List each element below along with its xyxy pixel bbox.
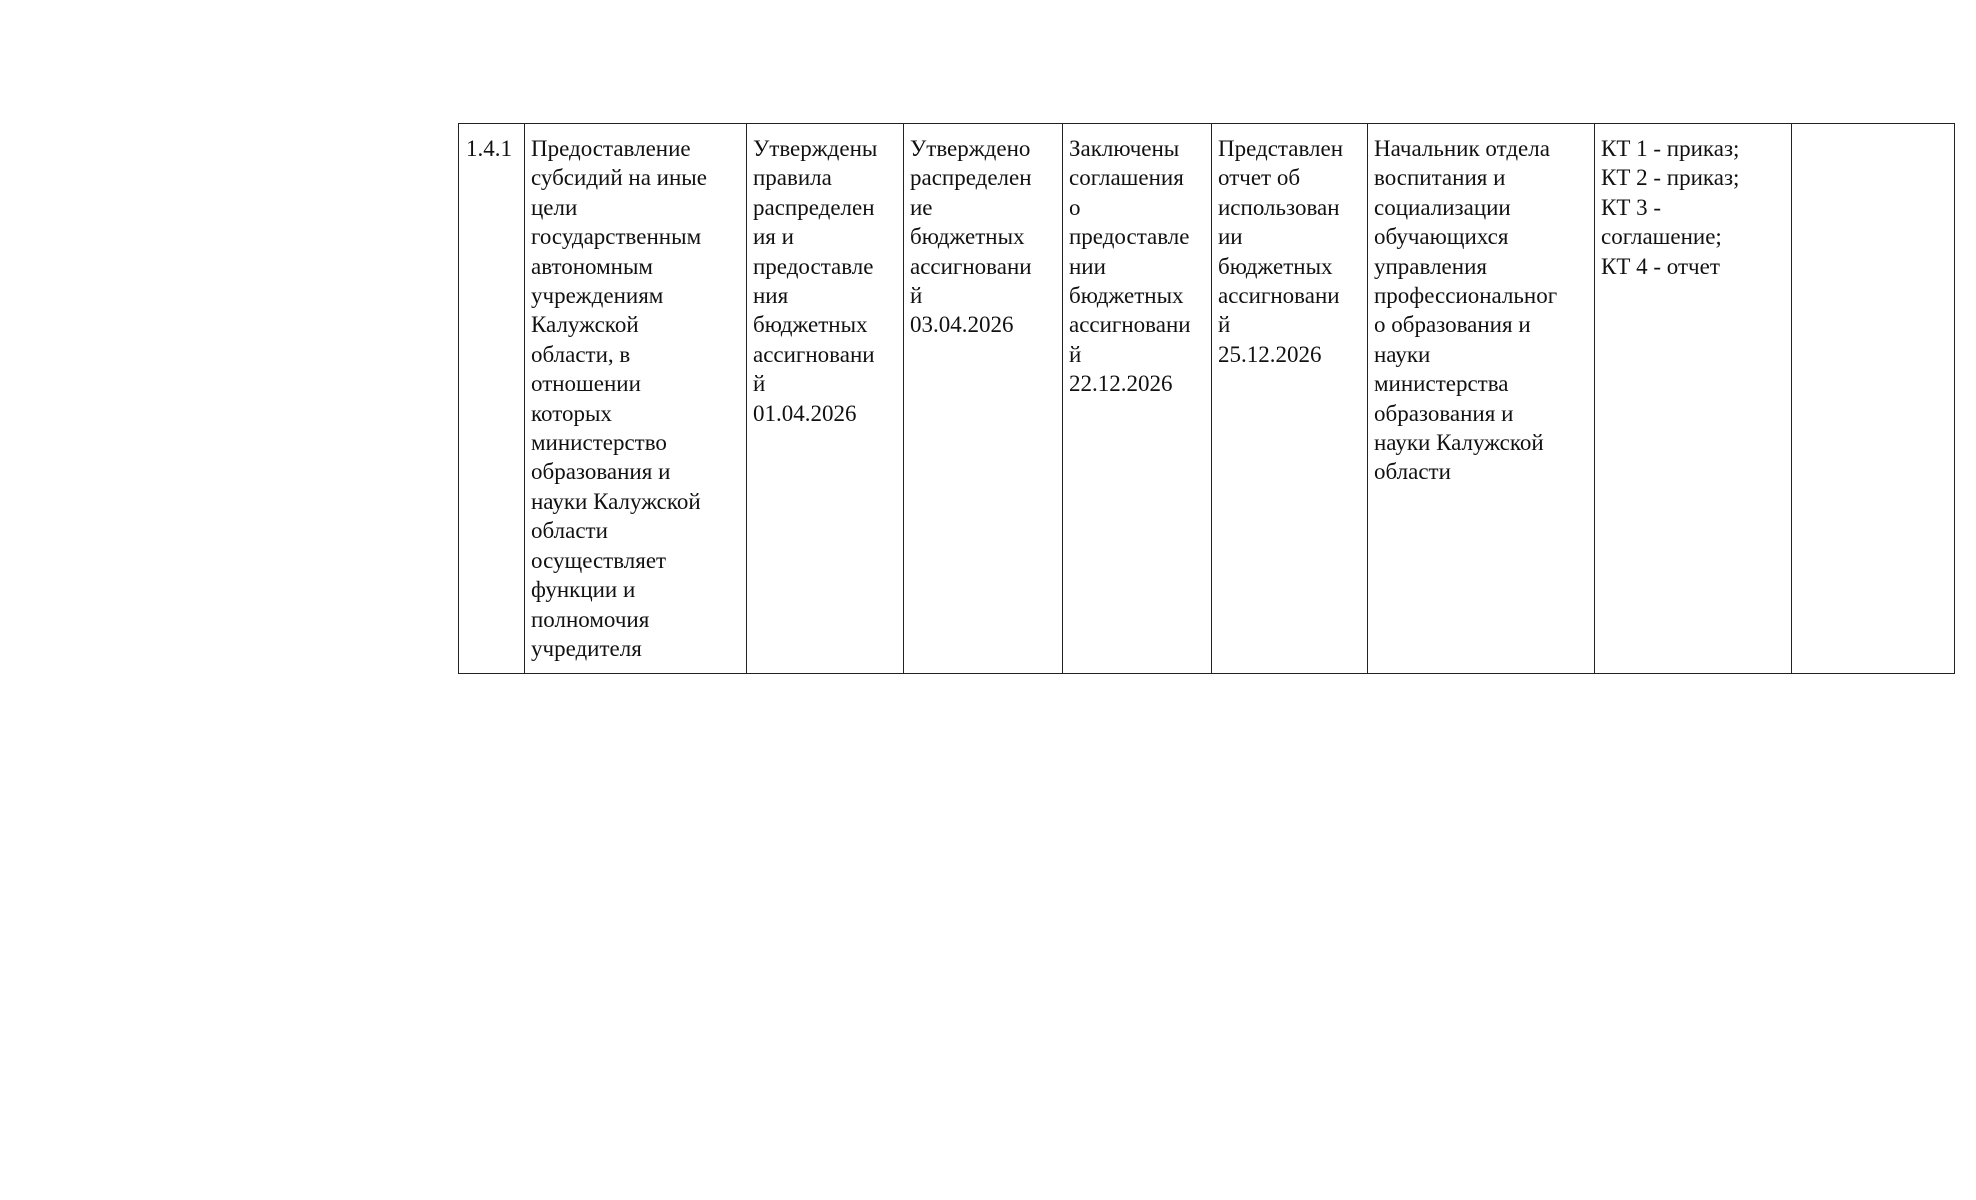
table-row bbox=[459, 124, 1955, 674]
notes-cell bbox=[1792, 124, 1955, 674]
documents-cell: КТ 1 - приказ; КТ 2 - приказ; КТ 3 - соглашение; КТ 4 - отчет bbox=[1595, 124, 1792, 674]
control-point-2-cell: Утверждено распределен ие бюджетных ассигновани й 03.04.2026 bbox=[904, 124, 1063, 674]
row-number-cell: 1.4.1 bbox=[459, 124, 525, 674]
control-point-4-cell: Представлен отчет об использован ии бюджетных ассигновани й 25.12.2026 bbox=[1212, 124, 1368, 674]
event-description-cell: Предоставление субсидий на иные цели государственным автономным учреждениям Калужской области, в отношении которых министерство образования и науки Калужской области осуществляет функции и полномочия учредителя bbox=[525, 124, 747, 674]
responsible-person-cell: Начальник отдела воспитания и социализации обучающихся управления профессиональног о образования и науки министерства образования и науки Калужской области bbox=[1368, 124, 1595, 674]
control-point-1-cell: Утверждены правила распределен ия и предоставле ния бюджетных ассигновани й 01.04.2026 bbox=[747, 124, 904, 674]
control-point-3-cell: Заключены соглашения о предоставле нии бюджетных ассигновани й 22.12.2026 bbox=[1063, 124, 1212, 674]
plan-table bbox=[458, 123, 1955, 674]
